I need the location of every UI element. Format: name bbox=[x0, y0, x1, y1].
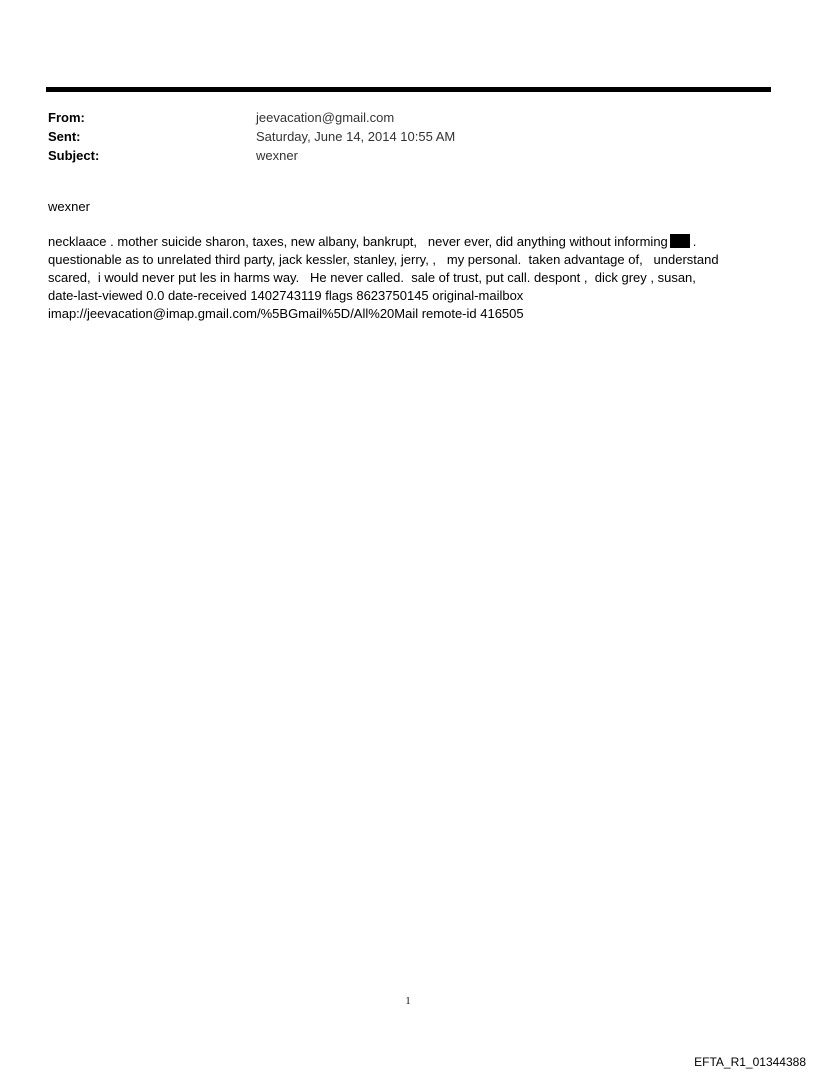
body-subject-line: wexner bbox=[48, 199, 90, 214]
body-line-1-end: . bbox=[692, 234, 697, 249]
header-divider-rule bbox=[46, 87, 771, 92]
body-line-2: questionable as to unrelated third party, jack kessler, stanley, jerry, , my personal. taken advantage of, understand bbox=[48, 252, 719, 267]
email-header-block bbox=[48, 108, 748, 165]
body-line-4: date-last-viewed 0.0 date-received 1402743119 flags 8623750145 original-mailbox bbox=[48, 288, 524, 303]
from-value: jeevacation@gmail.com bbox=[256, 110, 395, 125]
sent-label: Sent: bbox=[48, 129, 81, 144]
document-id: EFTA_R1_01344388 bbox=[694, 1055, 806, 1069]
from-row bbox=[48, 108, 748, 127]
body-line-1: necklaace . mother suicide sharon, taxes, new albany, bankrupt, never ever, did anything without informing bbox=[48, 234, 668, 249]
body-line-5: imap://jeevacation@imap.gmail.com/%5BGmail%5D/All%20Mail remote-id 416505 bbox=[48, 306, 524, 321]
sent-row bbox=[48, 127, 748, 146]
subject-value: wexner bbox=[256, 148, 298, 163]
email-body bbox=[48, 233, 758, 323]
subject-row bbox=[48, 146, 748, 165]
from-label: From: bbox=[48, 110, 85, 125]
body-line-3: scared, i would never put les in harms way. He never called. sale of trust, put call. despont , dick grey , susan, bbox=[48, 270, 696, 285]
page-number: 1 bbox=[405, 996, 411, 1007]
sent-value: Saturday, June 14, 2014 10:55 AM bbox=[256, 129, 456, 144]
subject-label: Subject: bbox=[48, 148, 100, 163]
redaction-block bbox=[670, 234, 690, 248]
